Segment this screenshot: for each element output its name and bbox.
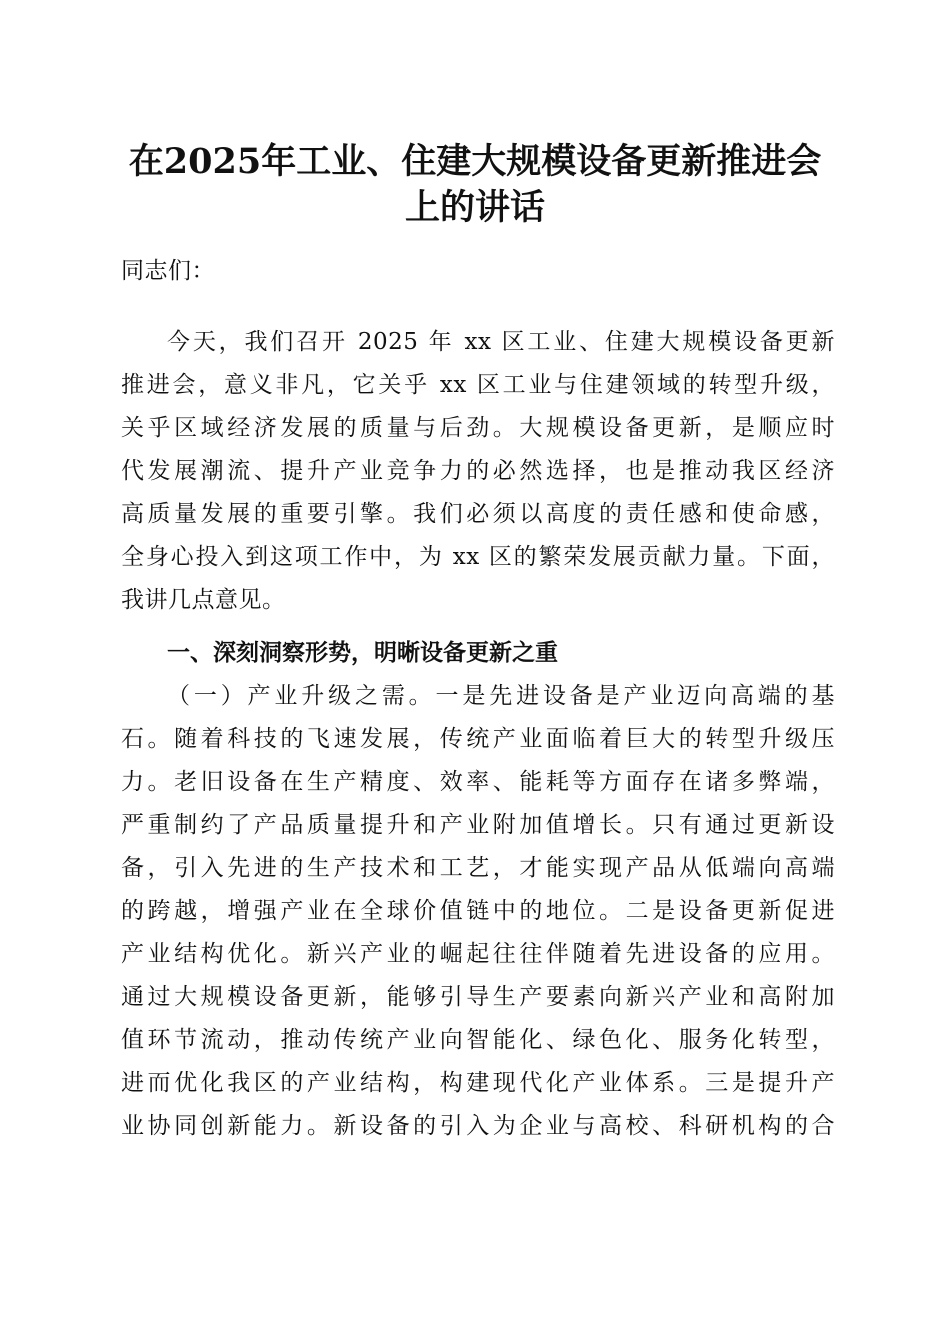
paragraph-line: 力。老旧设备在生产精度、效率、能耗等方面存在诸多弊端， <box>121 769 835 795</box>
paragraph-line: 通过大规模设备更新，能够引导生产要素向新兴产业和高附加 <box>121 984 835 1010</box>
paragraph-line: 严重制约了产品质量提升和产业附加值增长。只有通过更新设 <box>121 812 835 838</box>
intro-line: 全身心投入到这项工作中，为 xx 区的繁荣发展贡献力量。下面， <box>121 544 835 570</box>
intro-line: 高质量发展的重要引擎。我们必须以高度的责任感和使命感， <box>121 501 835 527</box>
paragraph-line: 进而优化我区的产业结构，构建现代化产业体系。三是提升产 <box>121 1070 835 1096</box>
paragraph-line: 业协同创新能力。新设备的引入为企业与高校、科研机构的合 <box>121 1113 835 1139</box>
document-title-line-2: 上的讲话 <box>404 187 545 228</box>
section-heading: 一、深刻洞察形势，明晰设备更新之重 <box>167 640 558 666</box>
paragraph-line: 值环节流动，推动传统产业向智能化、绿色化、服务化转型， <box>121 1027 835 1053</box>
intro-line: 推进会，意义非凡，它关乎 xx 区工业与住建领域的转型升级， <box>121 372 835 398</box>
salutation: 同志们： <box>121 258 215 284</box>
paragraph-line: 石。随着科技的飞速发展，传统产业面临着巨大的转型升级压 <box>121 726 835 752</box>
paragraph-line: （一）产业升级之需。一是先进设备是产业迈向高端的基 <box>167 683 835 709</box>
intro-line: 今天，我们召开 2025 年 xx 区工业、住建大规模设备更新 <box>167 329 835 355</box>
paragraph-line: 产业结构优化。新兴产业的崛起往往伴随着先进设备的应用。 <box>121 941 835 967</box>
intro-line: 代发展潮流、提升产业竞争力的必然选择，也是推动我区经济 <box>121 458 835 484</box>
intro-line: 我讲几点意见。 <box>121 587 286 613</box>
paragraph-line: 的跨越，增强产业在全球价值链中的地位。二是设备更新促进 <box>121 898 835 924</box>
intro-line: 关乎区域经济发展的质量与后劲。大规模设备更新，是顺应时 <box>121 415 835 441</box>
paragraph-line: 备，引入先进的生产技术和工艺，才能实现产品从低端向高端 <box>121 855 835 881</box>
document-title-line-1: 在2025年工业、住建大规模设备更新推进会 <box>128 141 822 182</box>
